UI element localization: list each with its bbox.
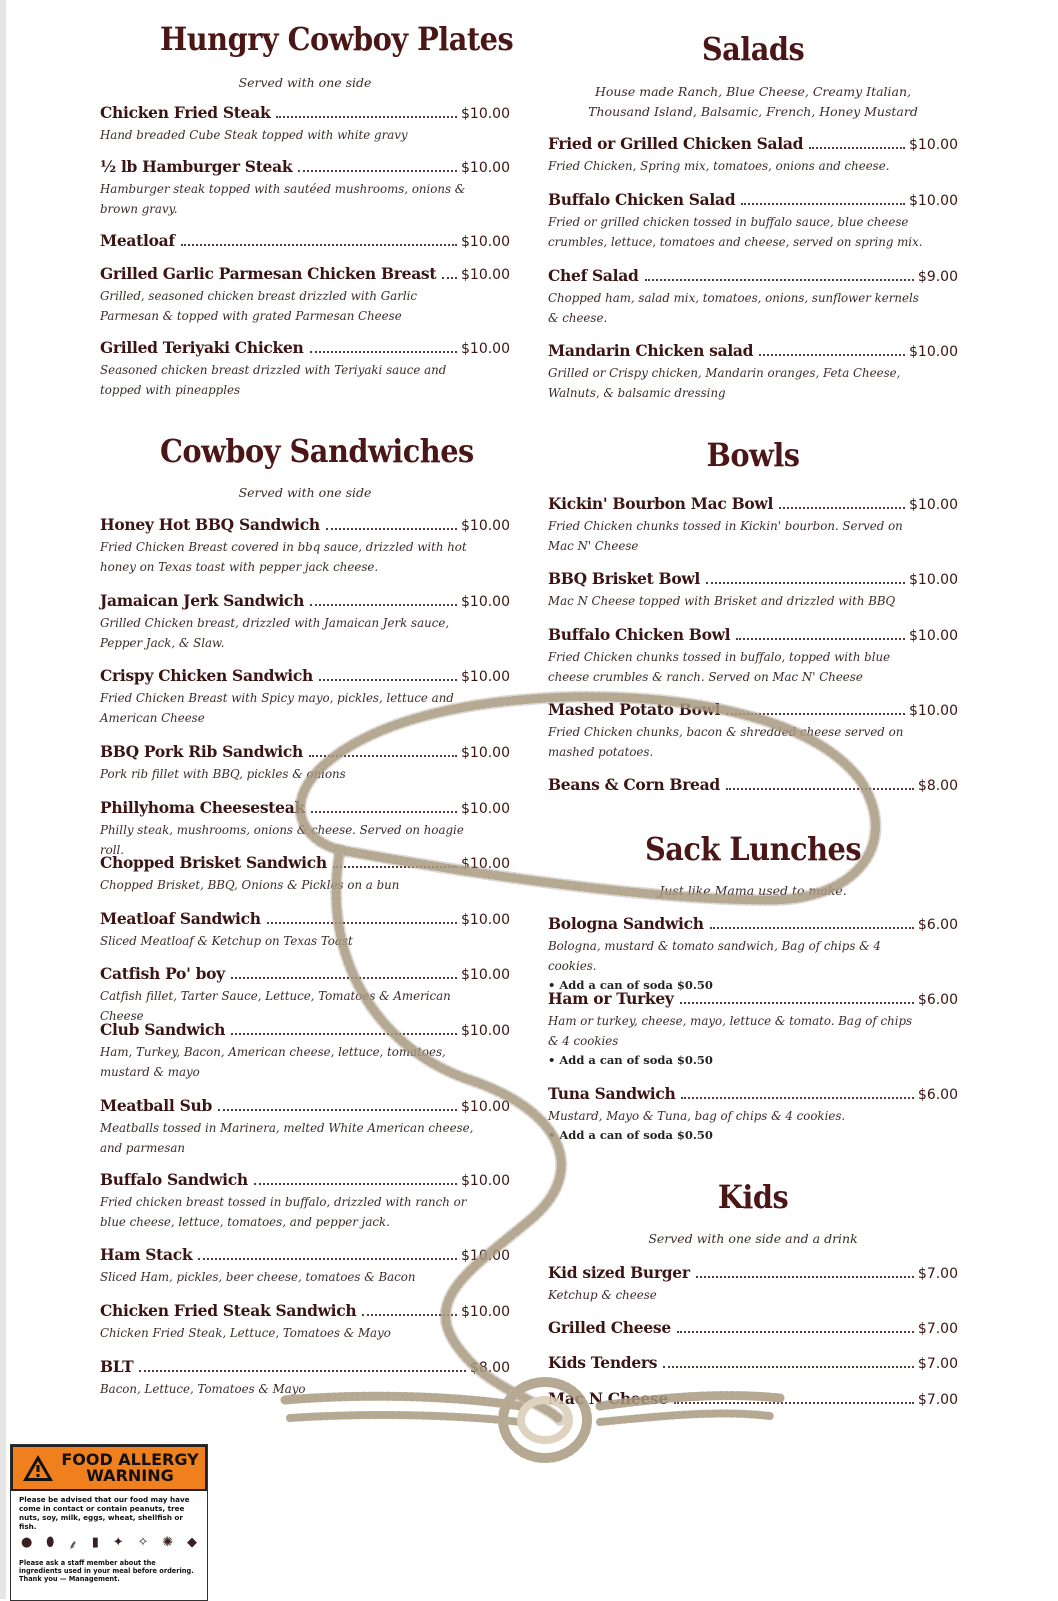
leader-dots [231, 976, 457, 979]
addon-note: • Add a can of soda $0.50 [548, 976, 958, 995]
leader-dots [706, 581, 905, 584]
item-price: $10.00 [909, 572, 958, 588]
leader-dots [218, 1108, 457, 1111]
peanut-icon: ● [21, 1535, 33, 1550]
item-name: ½ lb Hamburger Steak [100, 157, 293, 176]
item-name: Beans & Corn Bread [548, 775, 720, 794]
item-name: Grilled Teriyaki Chicken [100, 338, 304, 357]
item-name: Phillyhoma Cheesesteak [100, 798, 305, 817]
leader-dots [231, 1032, 457, 1035]
item-name: Buffalo Sandwich [100, 1170, 248, 1189]
kids-subtitle: Served with one side and a drink [648, 1231, 858, 1246]
item-price: $9.00 [917, 269, 958, 285]
leader-dots [677, 1330, 914, 1333]
item-name: Grilled Cheese [548, 1318, 671, 1337]
menu-item [100, 231, 510, 253]
menu-item [548, 700, 958, 762]
menu-item [100, 591, 510, 653]
item-price: $6.00 [917, 917, 958, 933]
leader-dots [710, 926, 914, 929]
item-name: Chef Salad [548, 266, 639, 285]
leader-dots [198, 1257, 457, 1260]
item-price: $10.00 [461, 1099, 510, 1115]
leader-dots [696, 1275, 914, 1278]
item-name: Bologna Sandwich [548, 914, 704, 933]
item-name: Grilled Garlic Parmesan Chicken Breast [100, 264, 437, 283]
item-description: Chopped Brisket, BBQ, Onions & Pickles on a bun [100, 878, 400, 892]
leader-dots [674, 1401, 914, 1404]
item-description: Seasoned chicken breast drizzled with Teriyaki sauce and topped with pineapples [100, 363, 447, 397]
allergy-text: Please be advised that our food may have come in contact or contain peanuts, tree nuts, soy, milk, eggs, wheat, shellfish or fish. [19, 1495, 190, 1531]
item-price: $6.00 [917, 1087, 958, 1103]
item-description: Pork rib fillet with BBQ, pickles & onions [100, 767, 346, 781]
item-description: Fried Chicken, Spring mix, tomatoes, onions and cheese. [548, 159, 890, 173]
item-name: Mashed Potato Bowl [548, 700, 721, 719]
menu-item [548, 1263, 958, 1305]
leader-dots [442, 276, 457, 279]
item-name: Kids Tenders [548, 1353, 658, 1372]
menu-item [548, 266, 958, 328]
leader-dots [181, 243, 457, 246]
addon-note: • Add a can of soda $0.50 [548, 1051, 958, 1070]
soy-icon: ✦ [112, 1535, 124, 1550]
menu-item [100, 742, 510, 784]
egg-icon: ⬮ [46, 1535, 55, 1550]
shellfish-icon: ✺ [162, 1535, 174, 1550]
item-name: Chopped Brisket Sandwich [100, 853, 327, 872]
leader-dots [326, 527, 457, 530]
leader-dots [726, 712, 905, 715]
item-description: Fried Chicken chunks tossed in buffalo, topped with blue cheese crumbles & ranch. Served on Mac N' Cheese [548, 650, 891, 684]
leader-dots [680, 1001, 914, 1004]
leader-dots [139, 1369, 466, 1372]
item-description: Fried Chicken chunks tossed in Kickin' bourbon. Served on Mac N' Cheese [548, 519, 903, 553]
menu-item [548, 494, 958, 556]
leader-dots [779, 506, 905, 509]
item-name: Crispy Chicken Sandwich [100, 666, 313, 685]
menu-item [100, 1170, 510, 1232]
item-description: Grilled Chicken breast, drizzled with Jamaican Jerk sauce, Pepper Jack, & Slaw. [100, 616, 450, 650]
item-name: Tuna Sandwich [548, 1084, 676, 1103]
leader-dots [362, 1313, 457, 1316]
item-price: $6.00 [917, 992, 958, 1008]
menu-item [548, 190, 958, 252]
item-price: $10.00 [461, 856, 510, 872]
item-description: Meatballs tossed in Marinera, melted White American cheese, and parmesan [100, 1121, 474, 1155]
leader-dots [663, 1365, 914, 1368]
menu-item [548, 569, 958, 611]
item-description: Sliced Ham, pickles, beer cheese, tomatoes & Bacon [100, 1270, 416, 1284]
tree-nut-icon: ✧ [137, 1535, 149, 1550]
leader-dots [311, 810, 457, 813]
item-description: Hamburger steak topped with sautéed mushrooms, onions & brown gravy. [100, 182, 466, 216]
item-price: $10.00 [909, 193, 958, 209]
plates-title: Hungry Cowboy Plates [160, 20, 514, 58]
page-edge [0, 0, 6, 1599]
menu-item [548, 341, 958, 403]
item-name: Ham or Turkey [548, 989, 674, 1008]
menu-item [548, 1353, 958, 1375]
menu-item [548, 775, 958, 797]
item-price: $10.00 [909, 344, 958, 360]
leader-dots [809, 146, 905, 149]
leader-dots [254, 1182, 457, 1185]
item-price: $10.00 [461, 594, 510, 610]
bowls-title: Bowls [706, 436, 800, 474]
food-allergy-warning [10, 1444, 208, 1601]
leader-dots [726, 787, 914, 790]
leader-dots [645, 278, 914, 281]
item-description: Catfish fillet, Tarter Sauce, Lettuce, Tomatoes & American Cheese [100, 989, 451, 1023]
item-description: Mustard, Mayo & Tuna, bag of chips & 4 cookies. [548, 1109, 846, 1123]
item-name: Buffalo Chicken Salad [548, 190, 736, 209]
item-price: $10.00 [461, 1023, 510, 1039]
salads-subtitle: House made Ranch, Blue Cheese, Creamy Italian, Thousand Island, Balsamic, French, Honey Mustard [588, 84, 918, 119]
item-name: Catfish Po' boy [100, 964, 225, 983]
leader-dots [333, 865, 457, 868]
item-description: Fried chicken breast tossed in buffalo, drizzled with ranch or blue cheese, lettuce, tomatoes, and pepper jack. [100, 1195, 467, 1229]
item-price: $8.00 [917, 778, 958, 794]
item-price: $10.00 [461, 967, 510, 983]
menu-item [100, 1245, 510, 1287]
allergen-icons [11, 1531, 207, 1557]
menu-item [100, 853, 510, 895]
item-name: BBQ Brisket Bowl [548, 569, 701, 588]
menu-item [100, 264, 510, 326]
item-description: Fried Chicken Breast with Spicy mayo, pickles, lettuce and American Cheese [100, 691, 454, 725]
wheat-icon: ⸙ [68, 1538, 78, 1553]
item-description: Ham, Turkey, Bacon, American cheese, lettuce, tomatoes, mustard & mayo [100, 1045, 446, 1079]
item-price: $7.00 [917, 1356, 958, 1372]
leader-dots [759, 353, 905, 356]
leader-dots [276, 115, 457, 118]
item-name: Jamaican Jerk Sandwich [100, 591, 305, 610]
menu-item [548, 625, 958, 687]
item-price: $7.00 [917, 1392, 958, 1408]
item-name: Meatloaf Sandwich [100, 909, 261, 928]
item-price: $10.00 [461, 745, 510, 761]
addon-note: • Add a can of soda $0.50 [548, 1126, 958, 1145]
item-description: Bologna, mustard & tomato sandwich, Bag of chips & 4 cookies. [548, 939, 881, 973]
menu-item [100, 909, 510, 951]
item-price: $10.00 [461, 160, 510, 176]
salads-title: Salads [701, 30, 805, 68]
menu-item [100, 103, 510, 145]
leader-dots [310, 603, 457, 606]
item-price: $7.00 [917, 1266, 958, 1282]
allergy-header [11, 1445, 207, 1491]
item-name: Kid sized Burger [548, 1263, 690, 1282]
item-description: Bacon, Lettuce, Tomatoes & Mayo [100, 1382, 306, 1396]
item-price: $10.00 [909, 497, 958, 513]
item-description: Philly steak, mushrooms, onions & cheese. Served on hoagie roll. [100, 823, 464, 857]
item-name: Fried or Grilled Chicken Salad [548, 134, 804, 153]
warning-triangle-icon [21, 1453, 55, 1483]
item-price: $10.00 [461, 669, 510, 685]
menu-item [548, 1084, 958, 1145]
leader-dots [319, 678, 457, 681]
menu-item [100, 1096, 510, 1158]
item-price: $7.00 [917, 1321, 958, 1337]
item-price: $10.00 [461, 1173, 510, 1189]
item-description: Fried or grilled chicken tossed in buffalo sauce, blue cheese crumbles, lettuce, tomatoes and cheese, served on spring mix. [548, 215, 923, 249]
item-name: Mandarin Chicken salad [548, 341, 754, 360]
item-description: Chicken Fried Steak, Lettuce, Tomatoes & Mayo [100, 1326, 391, 1340]
item-name: Buffalo Chicken Bowl [548, 625, 731, 644]
item-description: Sliced Meatloaf & Ketchup on Texas Toast [100, 934, 353, 948]
item-name: BLT [100, 1357, 134, 1376]
item-price: $10.00 [461, 912, 510, 928]
item-name: Meatloaf [100, 231, 175, 250]
menu-item [548, 1318, 958, 1340]
allergy-title-line2: WARNING [86, 1466, 174, 1485]
item-description: Ham or turkey, cheese, mayo, lettuce & tomato. Bag of chips & 4 cookies [548, 1014, 913, 1048]
item-price: $10.00 [909, 137, 958, 153]
sack-lunches-subtitle: Just like Mama used to make. [659, 883, 847, 898]
item-price: $10.00 [461, 1304, 510, 1320]
leader-dots [741, 202, 905, 205]
menu-item [100, 157, 510, 219]
item-price: $10.00 [461, 267, 510, 283]
menu-item [100, 338, 510, 400]
leader-dots [681, 1096, 913, 1099]
item-name: Club Sandwich [100, 1020, 226, 1039]
item-description: Ketchup & cheese [548, 1288, 657, 1302]
menu-item [100, 1301, 510, 1343]
item-description: Hand breaded Cube Steak topped with white gravy [100, 128, 408, 142]
item-price: $10.00 [461, 341, 510, 357]
item-description: Fried Chicken chunks, bacon & shredded cheese served on mashed potatoes. [548, 725, 904, 759]
item-price: $10.00 [461, 518, 510, 534]
item-name: Ham Stack [100, 1245, 193, 1264]
item-name: Chicken Fried Steak [100, 103, 271, 122]
leader-dots [310, 350, 457, 353]
item-price: $10.00 [461, 801, 510, 817]
allergy-title [55, 1452, 205, 1484]
plates-subtitle: Served with one side [238, 75, 372, 90]
item-description: Grilled, seasoned chicken breast drizzled with Garlic Parmesan & topped with grated Parmesan Cheese [100, 289, 417, 323]
item-price: $10.00 [909, 628, 958, 644]
menu-item [100, 515, 510, 577]
sack-lunches-title: Sack Lunches [644, 830, 862, 868]
leader-dots [298, 169, 457, 172]
item-name: BBQ Pork Rib Sandwich [100, 742, 303, 761]
leader-dots [267, 921, 457, 924]
allergy-title-line1: FOOD ALLERGY [61, 1450, 199, 1469]
menu-item [548, 134, 958, 176]
menu-item [100, 1020, 510, 1082]
milk-icon: ▮ [91, 1535, 99, 1550]
leader-dots [309, 754, 457, 757]
item-description: Chopped ham, salad mix, tomatoes, onions, sunflower kernels & cheese. [548, 291, 919, 325]
item-description: Mac N Cheese topped with Brisket and drizzled with BBQ [548, 594, 896, 608]
leader-dots [736, 637, 905, 640]
item-price: $10.00 [461, 234, 510, 250]
menu-item [100, 964, 510, 1026]
fish-icon: ◆ [186, 1535, 197, 1550]
menu-item [548, 1389, 958, 1411]
item-description: Grilled or Crispy chicken, Mandarin oranges, Feta Cheese, Walnuts, & balsamic dressing [548, 366, 901, 400]
item-price: $10.00 [461, 1248, 510, 1264]
allergy-footer: Please ask a staff member about the ingredients used in your meal before ordering. Thank you — Management. [19, 1559, 194, 1583]
item-name: Meatball Sub [100, 1096, 212, 1115]
menu-item [100, 798, 510, 860]
item-name: Chicken Fried Steak Sandwich [100, 1301, 357, 1320]
item-price: $8.00 [469, 1360, 510, 1376]
item-description: Fried Chicken Breast covered in bbq sauce, drizzled with hot honey on Texas toast with pepper jack cheese. [100, 540, 467, 574]
item-name: Kickin' Bourbon Mac Bowl [548, 494, 774, 513]
menu-item [548, 989, 958, 1070]
menu-item [548, 914, 958, 995]
item-name: Mac N Cheese [548, 1389, 668, 1408]
item-price: $10.00 [461, 106, 510, 122]
sandwiches-title: Cowboy Sandwiches [160, 432, 474, 470]
menu-item [100, 1357, 510, 1399]
kids-title: Kids [717, 1178, 789, 1216]
sandwiches-subtitle: Served with one side [238, 485, 372, 500]
item-name: Honey Hot BBQ Sandwich [100, 515, 320, 534]
menu-item [100, 666, 510, 728]
item-price: $10.00 [909, 703, 958, 719]
